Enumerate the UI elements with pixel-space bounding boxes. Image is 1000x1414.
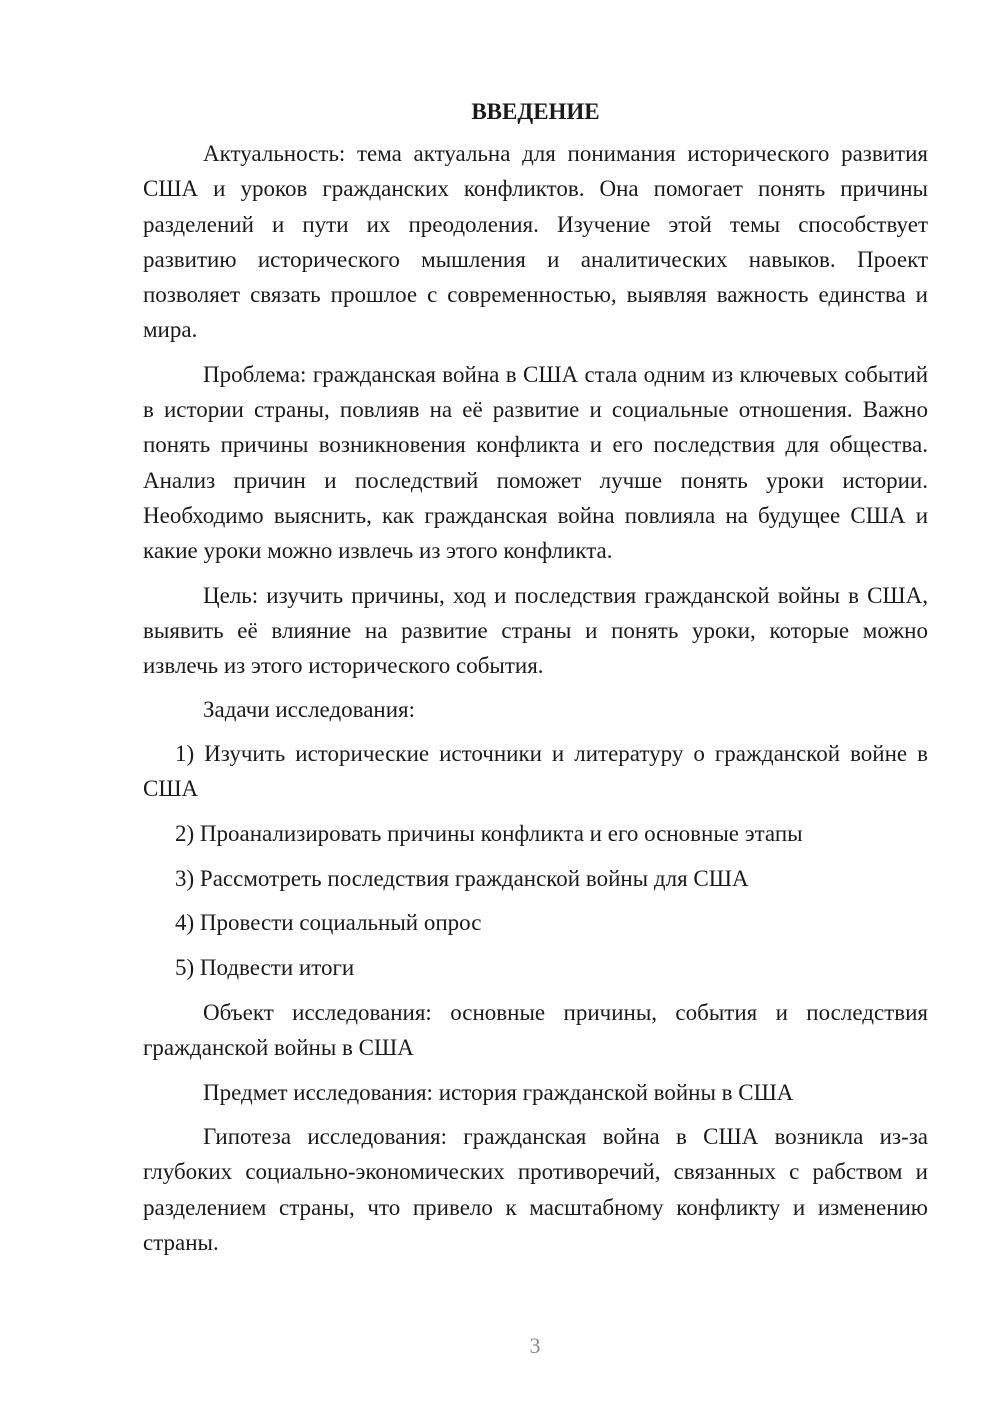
list-item: 3) Рассмотреть последствия гражданской войны для США <box>175 865 749 891</box>
list-item: 1) Изучить исторические источники и литературу о гражданской войне в США <box>143 740 928 802</box>
list-item: 2) Проанализировать причины конфликта и его основные этапы <box>175 820 803 846</box>
list-item: 5) Подвести итоги <box>175 955 355 981</box>
list-item: 4) Провести социальный опрос <box>175 910 482 936</box>
page-content <box>143 94 928 1269</box>
paragraph-goal: Цель: изучить причины, ход и последствия гражданской войны в США, выявить её влияние на развитие страны и понять уроки, которые можно извлечь из этого исторического события. <box>143 582 928 679</box>
paragraph-hypothesis: Гипотеза исследования: гражданская война в США возникла из-за глубоких социально-экономических противоречий, связанных с рабством и разделением страны, что привело к масштабному конфликту и изменению страны. <box>143 1123 928 1255</box>
paragraph-object: Объект исследования: основные причины, события и последствия гражданской войны в США <box>143 1000 928 1061</box>
paragraph-problem: Проблема: гражданская война в США стала одним из ключевых событий в истории страны, повлияв на её развитие и социальные отношения. Важно понять причины возникновения конфликта и его последствия для общества. Анализ причин и последствий поможет лучше понять уроки истории. Необходимо выяснить, как гражданская война повлияла на будущее США и какие уроки можно извлечь из этого конфликта. <box>143 361 928 564</box>
paragraph-relevance: Актуальность: тема актуальна для понимания исторического развития США и уроков гражданских конфликтов. Она помогает понять причины разделений и пути их преодоления. Изучение этой темы способствует развитию исторического мышления и аналитических навыков. Проект позволяет связать прошлое с современностью, выявляя важность единства и мира. <box>143 141 928 343</box>
section-title: ВВЕДЕНИЕ <box>471 99 600 124</box>
tasks-list <box>143 736 928 986</box>
page-number: 3 <box>529 1333 541 1358</box>
tasks-heading: Задачи исследования: <box>203 697 416 723</box>
paragraph-subject: Предмет исследования: история гражданской войны в США <box>203 1079 794 1105</box>
